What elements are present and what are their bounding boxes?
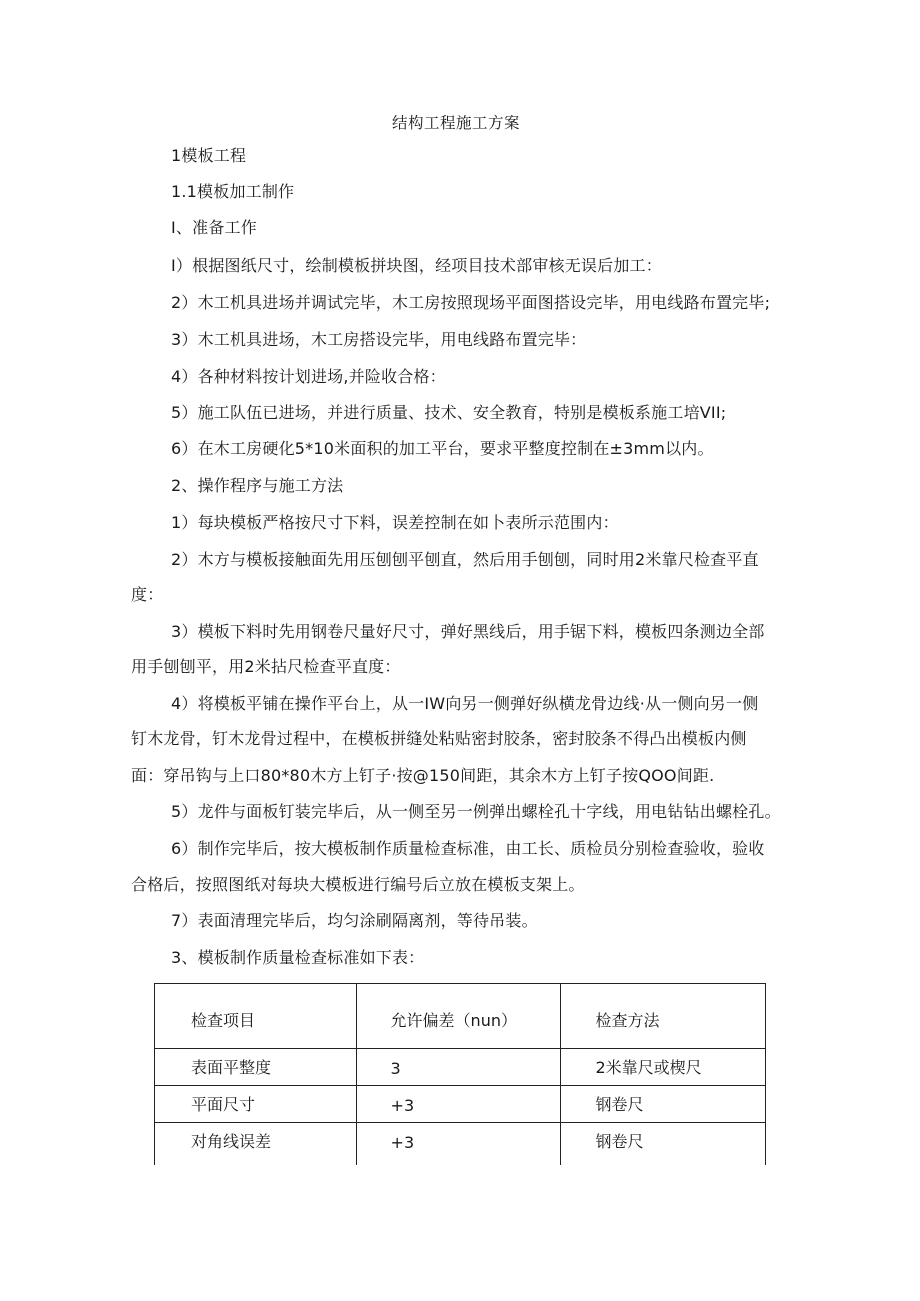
- cell-tolerance: 3: [390, 1059, 401, 1078]
- paragraph-line: 2）木工机具进场并调试完毕，木工房按照现场平面图搭设完毕，用电线路布置完毕;: [171, 293, 771, 312]
- table-header-cell: [561, 984, 766, 1049]
- cell-method: 钢卷尺: [595, 1095, 644, 1114]
- paragraph-line: 钉木龙骨，钉木龙骨过程中，在模板拼缝处粘贴密封胶条，密封胶条不得凸出模板内侧: [131, 729, 747, 748]
- table-cell: [356, 1049, 561, 1086]
- paragraph-line: 5）施工队伍已进场，并进行质量、技术、安全教育，特别是模板系施工培VII;: [171, 403, 727, 422]
- table-cell: [356, 1123, 561, 1166]
- section-procedure: 2、操作程序与施工方法: [171, 476, 344, 495]
- cell-item: 表面平整度: [191, 1058, 272, 1077]
- header-tolerance: 允许偏差（nun）: [390, 1011, 517, 1030]
- paragraph-line: 3）模板下料时先用钢卷尺量好尺寸，弹好黑线后，用手锯下料，模板四条测边全部: [171, 622, 765, 641]
- paragraph-line: 7）表面清理完毕后，均匀涂刷隔离剂，等待吊装。: [171, 911, 538, 930]
- paragraph-line: 合格后，按照图纸对每块大模板进行编号后立放在模板支架上。: [131, 875, 585, 894]
- paragraph-line: 面：穿吊钩与上口80*80木方上钉子·按@150间距，其余木方上钉子按QOO间距.: [131, 766, 715, 785]
- heading-1: 1模板工程: [171, 146, 247, 165]
- table-row: [155, 1123, 766, 1166]
- paragraph-line: 5）龙件与面板钉装完毕后，从一侧至另一例弹出螺栓孔十字线，用电钻钻出螺栓孔。: [171, 802, 781, 821]
- cell-item: 对角线误差: [191, 1132, 272, 1151]
- cell-tolerance: +3: [390, 1133, 415, 1152]
- table-row: [155, 1086, 766, 1123]
- document-title: 结构工程施工方案: [392, 114, 521, 132]
- paragraph-line: 用手刨刨平，用2米拈尺检查平直度：: [131, 657, 401, 676]
- paragraph-line: I）根据图纸尺寸，绘制模板拼块图，经项目技术部审核无误后加工：: [171, 256, 662, 275]
- table-cell: [155, 1049, 357, 1086]
- paragraph-line: 4）将模板平铺在操作平台上，从一IW向另一侧弹好纵横龙骨边线·从一侧向另一侧: [171, 694, 759, 713]
- paragraph-line: 3）木工机具进场，木工房搭设完毕，用电线路布置完毕：: [171, 330, 587, 349]
- quality-standard-table: [154, 983, 766, 1165]
- paragraph-line: 1）每块模板严格按尺寸下料，误差控制在如卜表所示范围内：: [171, 513, 619, 532]
- paragraph-line: 6）制作完毕后，按大模板制作质量检查标准，由工长、质检员分别检查验收，验收: [171, 839, 765, 858]
- section-quality-standard: 3、模板制作质量检查标准如下表：: [171, 948, 425, 967]
- table-cell: [155, 1123, 357, 1166]
- table-cell: [561, 1123, 766, 1166]
- paragraph-line: 4）各种材料按计划进场,并险收合格：: [171, 367, 446, 386]
- paragraph-line: 6）在木工房硬化5*10米面积的加工平台，要求平整度控制在±3mm以内。: [171, 439, 714, 458]
- section-preparation: I、准备工作: [171, 218, 257, 237]
- table-header-cell: [356, 984, 561, 1049]
- table-header-cell: [155, 984, 357, 1049]
- cell-method: 2米靠尺或楔尺: [595, 1058, 702, 1077]
- table-header-row: [155, 984, 766, 1049]
- paragraph-line: 2）木方与模板接触面先用压刨刨平刨直，然后用手刨刨，同时用2米靠尺检查平直: [171, 550, 759, 569]
- table-cell: [561, 1049, 766, 1086]
- cell-item: 平面尺寸: [191, 1095, 256, 1114]
- cell-method: 钢卷尺: [595, 1132, 644, 1151]
- table-cell: [356, 1086, 561, 1123]
- header-method: 检查方法: [595, 1011, 660, 1030]
- heading-1-1: 1.1模板加工制作: [171, 182, 295, 201]
- table-cell: [561, 1086, 766, 1123]
- cell-tolerance: +3: [390, 1096, 415, 1115]
- table-cell: [155, 1086, 357, 1123]
- paragraph-line: 度：: [131, 585, 164, 604]
- table-row: [155, 1049, 766, 1086]
- header-item: 检查项目: [191, 1011, 256, 1030]
